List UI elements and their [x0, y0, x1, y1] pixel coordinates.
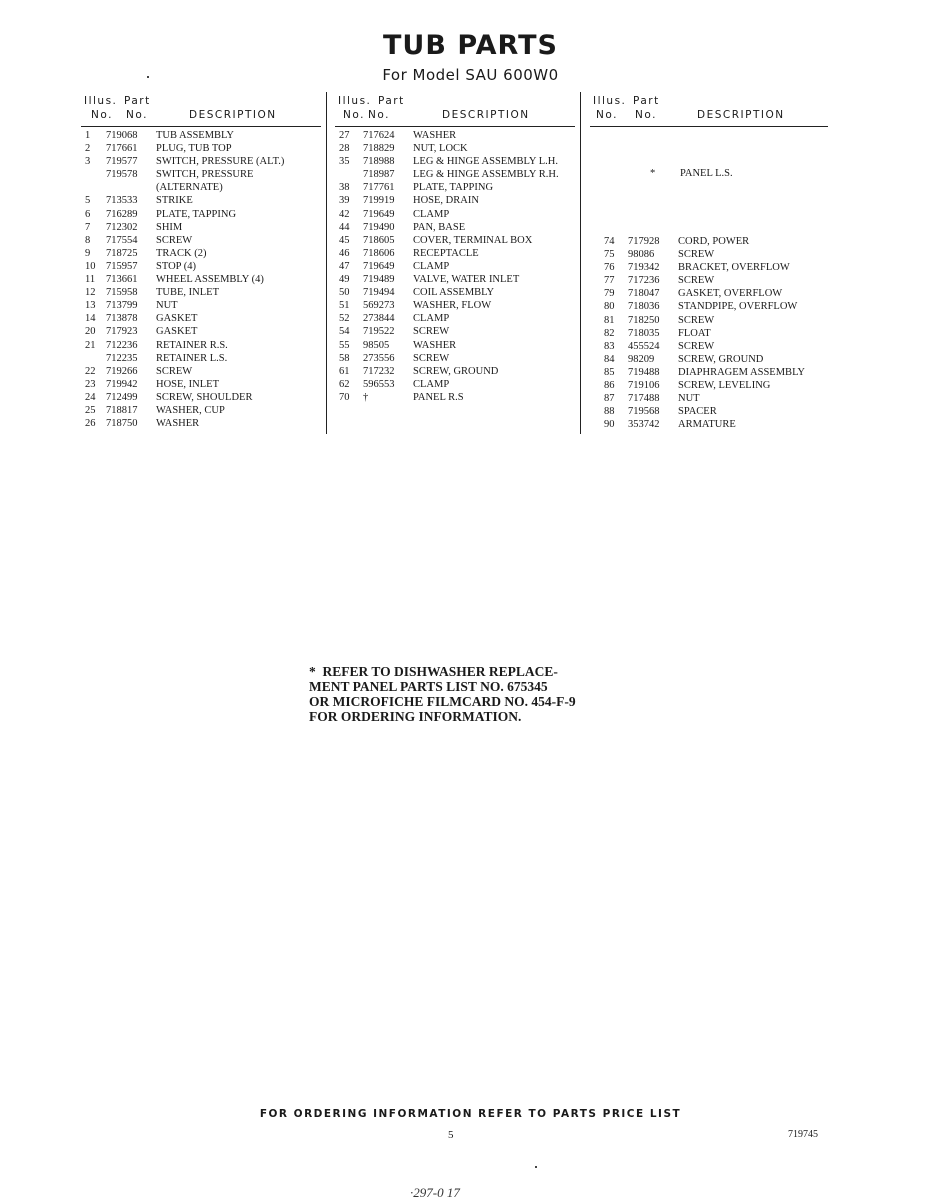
illus-number: 24 [85, 391, 96, 403]
illus-number: 46 [339, 247, 350, 259]
part-number: 719578 [106, 169, 138, 181]
column-divider [326, 92, 327, 434]
part-description: RECEPTACLE [413, 247, 479, 259]
part-number: 273844 [363, 313, 395, 325]
part-description: ARMATURE [678, 419, 736, 431]
part-description: NUT, LOCK [413, 143, 468, 155]
part-description: WASHER, CUP [156, 404, 225, 416]
part-description: LEG & HINGE ASSEMBLY R.H. [413, 169, 559, 181]
header-part: Part [378, 95, 405, 107]
part-description: SWITCH, PRESSURE [156, 169, 254, 181]
part-number: 718725 [106, 247, 138, 259]
illus-number: 76 [604, 262, 615, 274]
illus-number: 86 [604, 380, 615, 392]
ordering-footer: FOR ORDERING INFORMATION REFER TO PARTS PRICE LIST [259, 1108, 682, 1120]
illus-number: 83 [604, 340, 615, 352]
illus-number: 21 [85, 339, 96, 351]
header-rule [81, 126, 321, 127]
illus-number: 10 [85, 260, 96, 272]
illus-number: 52 [339, 313, 350, 325]
part-description: LEG & HINGE ASSEMBLY L.H. [413, 156, 558, 168]
illus-number: 79 [604, 288, 615, 300]
part-description: SCREW [156, 365, 193, 377]
illus-number: 51 [339, 300, 350, 312]
part-number: 718605 [363, 234, 395, 246]
part-number: 596553 [363, 378, 395, 390]
part-number: 717928 [628, 236, 660, 247]
illus-number: 28 [339, 143, 350, 155]
table-row [590, 168, 828, 181]
illus-number: 26 [85, 418, 96, 430]
part-number: 273556 [363, 352, 395, 364]
column-header [590, 92, 828, 124]
part-description: NUT [678, 393, 700, 405]
part-number: 718829 [363, 143, 395, 155]
part-number: 98505 [363, 339, 390, 351]
part-description: CORD, POWER [678, 236, 750, 247]
part-number: 717488 [628, 393, 660, 405]
part-number: 718035 [628, 327, 660, 339]
part-number: 718036 [628, 301, 660, 313]
illus-number: 54 [339, 326, 350, 338]
header-part: Part [124, 95, 151, 107]
part-description: FLOAT [678, 327, 711, 339]
part-description: PAN, BASE [413, 221, 466, 233]
illus-number: 12 [85, 287, 96, 299]
page-subtitle: For Model SAU 600W0 [382, 66, 559, 84]
header-illus: Illus. [84, 95, 118, 107]
part-number: 715958 [106, 287, 138, 299]
part-number: 719266 [106, 365, 138, 377]
page-title: TUB PARTS [383, 30, 558, 61]
illus-number: 81 [604, 314, 615, 326]
header-no: No. [368, 109, 390, 121]
illus-number: 3 [85, 156, 91, 168]
illus-number: 5 [85, 195, 91, 207]
part-description: SCREW, GROUND [413, 365, 499, 377]
part-description: TRACK (2) [156, 247, 207, 259]
part-number: 713533 [106, 195, 138, 207]
part-number: 712236 [106, 339, 138, 351]
part-description: WHEEL ASSEMBLY (4) [156, 274, 264, 286]
part-description: DIAPHRAGEM ASSEMBLY [678, 366, 806, 378]
illus-number: 6 [85, 208, 91, 220]
header-illus: Illus. [593, 95, 627, 107]
illus-number: 49 [339, 274, 350, 286]
part-number: 717236 [628, 275, 660, 287]
footnote: * REFER TO DISHWASHER REPLACE- MENT PANEL PARTS LIST NO. 675345 OR MICROFICHE FILMCARD NO. 454-F-9 FOR ORDERING INFORMATION. [309, 664, 576, 724]
illus-number: 58 [339, 352, 350, 364]
part-number: 719649 [363, 208, 395, 220]
part-number: 98086 [628, 249, 655, 261]
part-description: SCREW [156, 234, 193, 246]
illus-number: 55 [339, 339, 350, 351]
part-number: 718988 [363, 156, 395, 168]
illus-number: 23 [85, 378, 96, 390]
part-number: † [363, 391, 369, 403]
part-description: BRACKET, OVERFLOW [678, 262, 790, 274]
parts-column-2 [335, 92, 575, 403]
header-description: DESCRIPTION [189, 109, 277, 121]
illus-number: 25 [85, 404, 96, 416]
part-description: PLATE, TAPPING [413, 182, 494, 194]
part-number: 719342 [628, 262, 660, 274]
part-number: 713799 [106, 300, 138, 312]
illus-number: 14 [85, 313, 96, 325]
illus-number: 74 [604, 236, 615, 247]
part-number: 719577 [106, 156, 138, 168]
part-number: 715957 [106, 260, 138, 272]
illus-number: 87 [604, 393, 615, 405]
part-number: 717923 [106, 326, 138, 338]
scan-speck [147, 76, 149, 78]
illus-number: 75 [604, 249, 615, 261]
part-description: SCREW [413, 352, 450, 364]
part-description: PANEL L.S. [680, 168, 733, 179]
page-number: 5 [448, 1129, 454, 1141]
parts-column-1 [81, 92, 321, 430]
illus-number: 38 [339, 182, 350, 194]
illus-number: 13 [85, 300, 96, 312]
part-number: 712235 [106, 352, 138, 364]
illus-number: 61 [339, 365, 350, 377]
part-description: WASHER [413, 130, 457, 141]
part-number: 717661 [106, 143, 138, 155]
illus-number: 77 [604, 275, 615, 287]
part-description: GASKET [156, 326, 198, 338]
header-description: DESCRIPTION [697, 109, 785, 121]
part-number: 717232 [363, 365, 395, 377]
part-description: HOSE, DRAIN [413, 195, 479, 207]
part-number: 717554 [106, 234, 138, 246]
part-number: 719488 [628, 366, 660, 378]
header-no: No. [126, 109, 148, 121]
header-no: No. [635, 109, 657, 121]
illus-number: 88 [604, 406, 615, 418]
part-number: 717624 [363, 130, 395, 141]
header-rule [335, 126, 575, 127]
part-number: 718817 [106, 404, 138, 416]
part-number: 719489 [363, 274, 395, 286]
part-description: PANEL R.S [413, 391, 464, 403]
part-description: STOP (4) [156, 260, 196, 272]
part-description: COVER, TERMINAL BOX [413, 234, 533, 246]
part-description: SPACER [678, 406, 717, 418]
illus-number: 22 [85, 365, 96, 377]
part-description: SHIM [156, 221, 183, 233]
part-number: 569273 [363, 300, 395, 312]
illus-number: 90 [604, 419, 615, 431]
illus-number: 1 [85, 130, 91, 141]
part-description: SCREW [678, 249, 715, 261]
part-description: TUBE, INLET [156, 287, 219, 299]
illus-number: 8 [85, 234, 91, 246]
column-header [335, 92, 575, 124]
part-description: SCREW, GROUND [678, 353, 764, 365]
part-description: STRIKE [156, 195, 193, 207]
illus-number: 35 [339, 156, 350, 168]
part-number: 718250 [628, 314, 660, 326]
part-description: SWITCH, PRESSURE (ALT.) [156, 156, 285, 168]
part-description: WASHER, FLOW [413, 300, 492, 312]
part-description: CLAMP [413, 208, 450, 220]
part-number: 718606 [363, 247, 395, 259]
illus-number: 20 [85, 326, 96, 338]
part-number: * [650, 168, 656, 179]
part-number: 719942 [106, 378, 138, 390]
illus-number: 82 [604, 327, 615, 339]
header-part: Part [633, 95, 660, 107]
illus-number: 45 [339, 234, 350, 246]
part-description: NUT [156, 300, 178, 312]
part-description: GASKET, OVERFLOW [678, 288, 783, 300]
header-no: No. [91, 109, 113, 121]
illus-number: 50 [339, 287, 350, 299]
illus-number: 85 [604, 366, 615, 378]
handwritten-note: ·297-0 17 [410, 1185, 460, 1200]
parts-column-3 [590, 92, 828, 431]
document-number: 719745 [788, 1129, 818, 1140]
scan-speck [535, 1166, 537, 1168]
illus-number: 70 [339, 391, 350, 403]
part-description: SCREW [413, 326, 450, 338]
part-description: SCREW, LEVELING [678, 380, 771, 392]
part-number: 455524 [628, 340, 660, 352]
column-header [81, 92, 321, 124]
part-description: CLAMP [413, 260, 450, 272]
part-number: 713878 [106, 313, 138, 325]
part-number: 718750 [106, 418, 138, 430]
part-number: 718987 [363, 169, 395, 181]
part-description: RETAINER L.S. [156, 352, 228, 364]
part-description: WASHER [413, 339, 457, 351]
part-description: HOSE, INLET [156, 378, 219, 390]
illus-number: 80 [604, 301, 615, 313]
part-number: 718047 [628, 288, 660, 300]
part-description: SCREW [678, 340, 715, 352]
part-number: 713661 [106, 274, 138, 286]
illus-number: 42 [339, 208, 350, 220]
part-description: COIL ASSEMBLY [413, 287, 495, 299]
illus-number: 44 [339, 221, 350, 233]
part-description: VALVE, WATER INLET [413, 274, 520, 286]
part-number: 719522 [363, 326, 395, 338]
header-no: No. [596, 109, 618, 121]
part-description: (ALTERNATE) [156, 182, 223, 194]
part-number: 719106 [628, 380, 660, 392]
illus-number: 84 [604, 353, 615, 365]
part-description: STANDPIPE, OVERFLOW [678, 301, 798, 313]
column-divider [580, 92, 581, 434]
part-description: RETAINER R.S. [156, 339, 228, 351]
part-description: PLUG, TUB TOP [156, 143, 232, 155]
part-description: SCREW [678, 275, 715, 287]
part-number: 353742 [628, 419, 660, 431]
illus-number: 7 [85, 221, 91, 233]
part-number: 719919 [363, 195, 395, 207]
header-rule [590, 126, 828, 127]
illus-number: 11 [85, 274, 96, 286]
header-description: DESCRIPTION [442, 109, 530, 121]
part-description: PLATE, TAPPING [156, 208, 237, 220]
part-description: SCREW [678, 314, 715, 326]
part-number: 712302 [106, 221, 138, 233]
part-number: 719068 [106, 130, 138, 141]
header-no: No. [343, 109, 365, 121]
header-illus: Illus. [338, 95, 372, 107]
part-number: 719649 [363, 260, 395, 272]
illus-number: 27 [339, 130, 350, 141]
illus-number: 62 [339, 378, 350, 390]
part-description: TUB ASSEMBLY [156, 130, 235, 141]
part-description: SCREW, SHOULDER [156, 391, 253, 403]
illus-number: 9 [85, 247, 91, 259]
part-description: GASKET [156, 313, 198, 325]
part-number: 719490 [363, 221, 395, 233]
illus-number: 2 [85, 143, 91, 155]
part-description: WASHER [156, 418, 200, 430]
part-description: CLAMP [413, 378, 450, 390]
part-number: 712499 [106, 391, 138, 403]
illus-number: 39 [339, 195, 350, 207]
part-number: 717761 [363, 182, 395, 194]
illus-number: 47 [339, 260, 350, 272]
part-number: 716289 [106, 208, 138, 220]
part-number: 98209 [628, 353, 655, 365]
part-description: CLAMP [413, 313, 450, 325]
part-number: 719494 [363, 287, 395, 299]
part-number: 719568 [628, 406, 660, 418]
